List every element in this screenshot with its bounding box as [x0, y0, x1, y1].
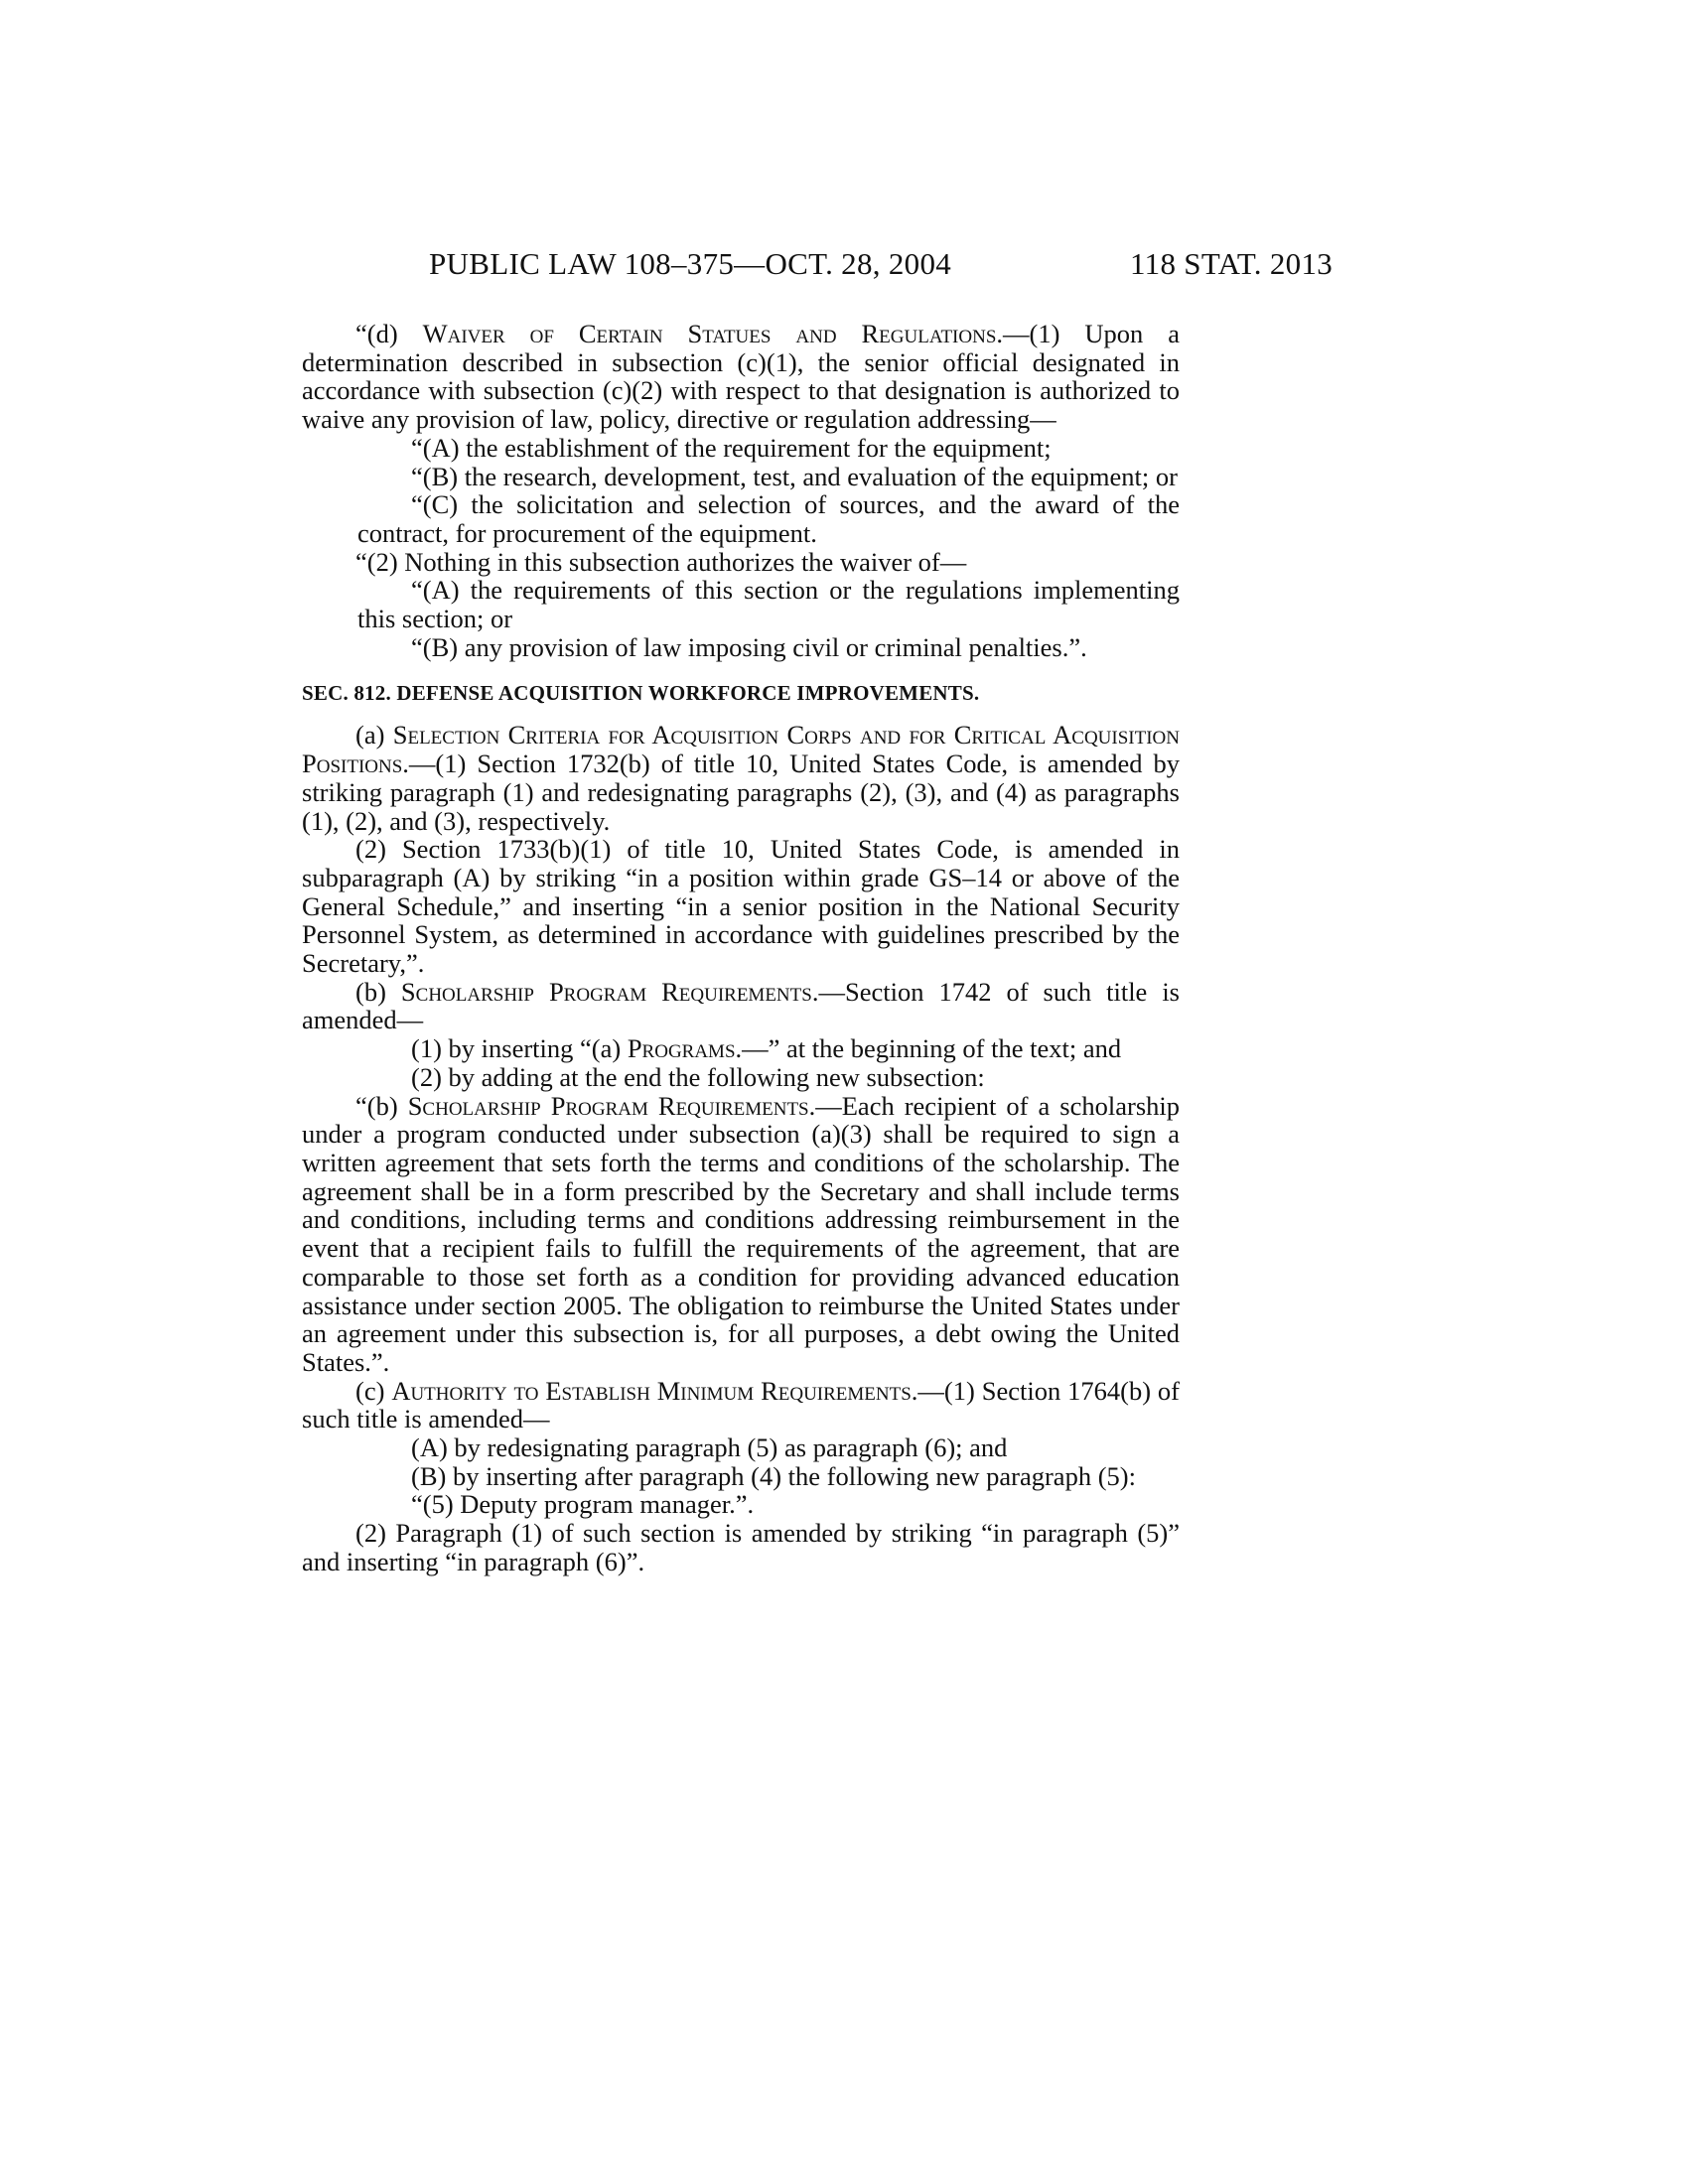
paragraph-2-nothing-authorizes: “(2) Nothing in this subsection authorizes the waiver of—: [355, 546, 967, 577]
paragraph-2-adding-subsection: (2) by adding at the end the following new subsection:: [411, 1061, 985, 1092]
clause-b-penalties: “(B) any provision of law imposing civil or criminal penalties.”.: [411, 631, 1087, 662]
page-header-stat-reference: 118 STAT. 2013: [1130, 246, 1334, 281]
clause-a-redesignating: (A) by redesignating paragraph (5) as paragraph (6); and: [411, 1433, 1008, 1463]
subsection-heading: Authority to Establish Minimum Requirements.: [391, 1375, 918, 1406]
subsection-heading: Scholarship Program Requirements.: [400, 976, 819, 1007]
paragraph-5-deputy-manager: “(5) Deputy program manager.”.: [411, 1489, 755, 1520]
subsection-heading: Waiver of Certain Statues and Regulations.: [422, 319, 1004, 348]
document-body: [302, 320, 1180, 1576]
paragraph-2-section-1733: (2) Section 1733(b)(1) of title 10, United States Code, is amended in subparagraph (A) by striking “in a position within grade GS–14 or above of the General Schedule,” and inserting “in a senior position in the National Security Personnel System, as determined in accordance with guidelines prescribed by the Secretary,”.: [302, 834, 1180, 979]
clause-a-requirement: “(A) the establishment of the requirement for the equipment;: [411, 432, 1052, 463]
subsection-b-scholarship-requirements: “(b) Scholarship Program Requirements.—Each recipient of a scholarship under a program conducted under subsection (a)(3) shall be required to sign a written agreement that sets forth the terms and conditions of the scholarship. The agreement shall be in a form prescribed by the Secretary and shall include terms and conditions, including terms and conditions addressing reimbursement in the event that a recipient fails to fulfill the requirements of the agreement, that are comparable to those set forth as a condition for providing advanced education assistance under section 2005. The obligation to reimburse the United States under an agreement under this subsection is, for all purposes, a debt owing the United States.”.: [302, 1090, 1180, 1377]
clause-a-requirements: “(A) the requirements of this section or the regulations implementing this section; or: [357, 575, 1180, 634]
subsection-c-minimum-requirements: (c) Authority to Establish Minimum Requirements.—(1) Section 1764(b) of such title is amended—: [302, 1375, 1180, 1434]
paragraph-1-inserting-programs: (1) by inserting “(a) Programs.—” at the beginning of the text; and: [411, 1033, 1122, 1064]
subsection-d-waiver: “(d) Waiver of Certain Statues and Regulations.—(1) Upon a determination described in subsection (c)(1), the senior official designated in accordance with subsection (c)(2) with respect to that designation is authorized to waive any provision of law, policy, directive or regulation addressing—: [302, 319, 1180, 435]
clause-c-solicitation: “(C) the solicitation and selection of sources, and the award of the contract, for procurement of the equipment.: [357, 489, 1180, 548]
paragraph-2-striking: (2) Paragraph (1) of such section is amended by striking “in paragraph (5)” and inserting “in paragraph (6)”.: [302, 1518, 1180, 1576]
subsection-b-scholarship: (b) Scholarship Program Requirements.—Section 1742 of such title is amended—: [302, 976, 1180, 1035]
section-812-heading: SEC. 812. DEFENSE ACQUISITION WORKFORCE IMPROVEMENTS.: [302, 681, 980, 706]
clause-b-research: “(B) the research, development, test, and evaluation of the equipment; or: [411, 461, 1178, 491]
clause-b-inserting: (B) by inserting after paragraph (4) the following new paragraph (5):: [411, 1460, 1136, 1491]
page-header-title: PUBLIC LAW 108–375—OCT. 28, 2004: [429, 246, 952, 281]
subsection-heading: Programs.: [627, 1033, 743, 1064]
subsection-heading: Selection Criteria for Acquisition Corps and for Critical Acquisition Positions.: [302, 720, 1180, 779]
subsection-heading: Scholarship Program Requirements.: [407, 1090, 816, 1121]
subsection-a-selection-criteria: (a) Selection Criteria for Acquisition Corps and for Critical Acquisition Positions.—(1) Section 1732(b) of title 10, United States Code, is amended by striking paragraph (1) and redesignating paragraphs (2), (3), and (4) as paragraphs (1), (2), and (3), respectively.: [302, 720, 1180, 836]
